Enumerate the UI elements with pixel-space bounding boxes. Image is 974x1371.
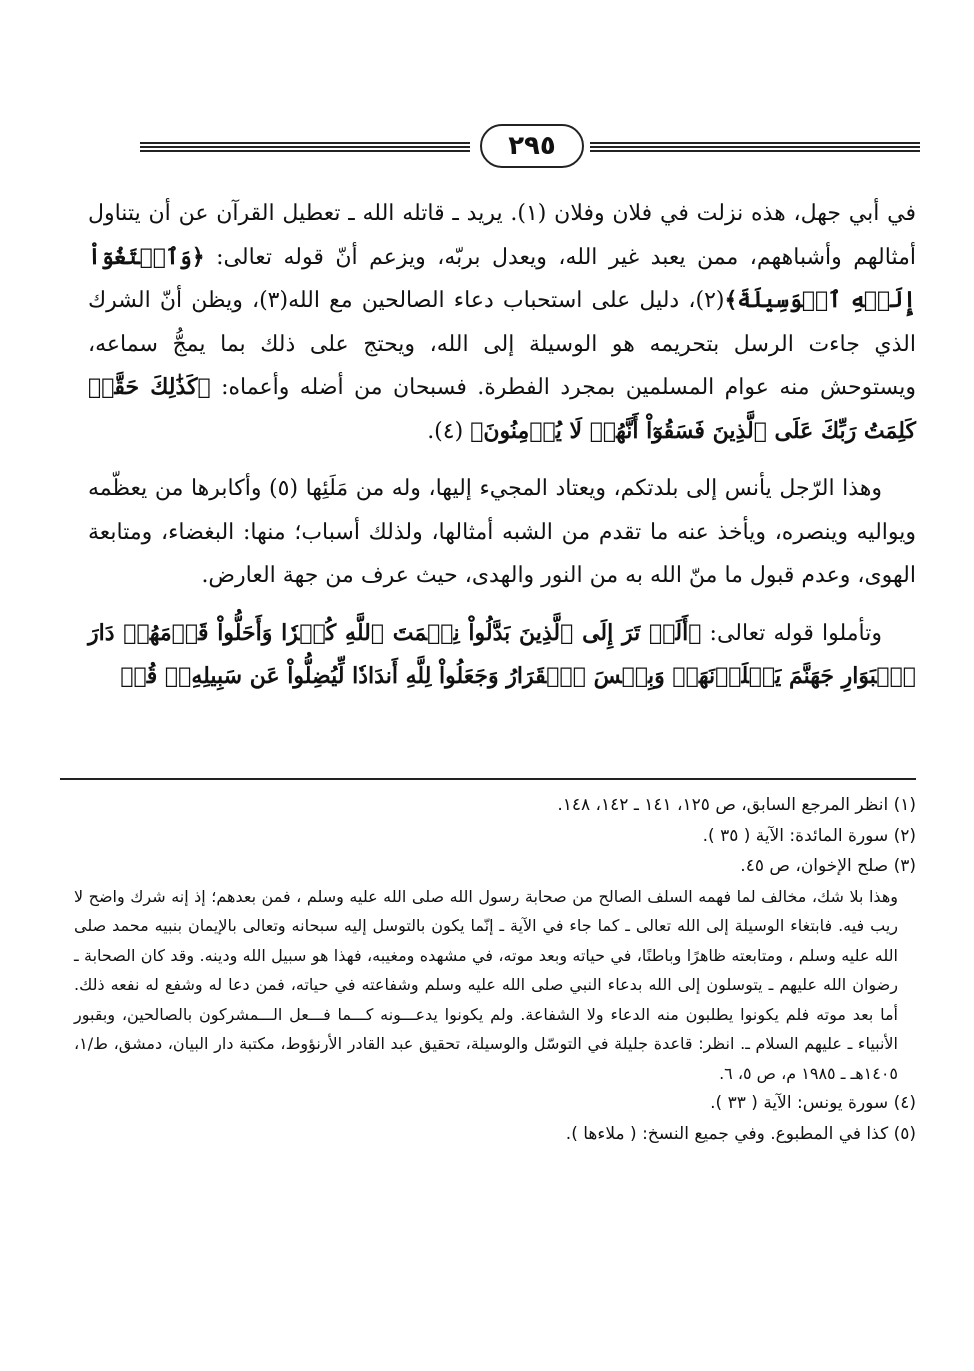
paragraph-1-text: في أبي جهل، هذه نزلت في فلان وفلان (١). يريد ـ قاتله الله ـ تعطيل القرآن عن أن يتناول أمثالهم وأشباههم، ممن يعبد غير الله، ويعدل بربّه، ويزعم أنّ قوله تعالى: [88, 201, 916, 270]
paragraph-1 [88, 192, 916, 453]
page-number: ٢٩٥ [480, 124, 584, 168]
paragraph-2: وهذا الرّجل يأنس إلى بلدتكم، ويعتاد المجيء إليها، وله من مَلَئِها (٥) وأكابرها من يعظّمه ويواليه وينصره، ويأخذ عنه ما تقدم من الشبه أمثالها، ولذلك أسباب؛ منها: البغضاء، ومتابعة الهوى، وعدم قبول ما منّ الله به من النور والهدى، حيث عرف من جهة العارض. [88, 476, 916, 588]
page-header [140, 118, 920, 178]
quran-verse-2-reference: (٤). [427, 418, 464, 444]
footnotes [74, 790, 916, 1149]
paragraph-1-continuation: (٢)، دليل على استحباب دعاء الصالحين مع الله(٣)، ويظن أنّ الشرك الذي جاءت الرسل بتحريمه هو الوسيلة إلى الله، ويحتج على ذلك بما يمجُّ سماعه، ويستوحش منه عوام المسلمين بمجرد الفطرة. فسبحان من أضله وأعماه: [88, 288, 916, 400]
footnote-2: (٢) سورة المائدة: الآية ( ٣٥ ). [702, 825, 916, 846]
quran-verse-3: ﴿أَلَمۡ تَرَ إِلَى ٱلَّذِينَ بَدَّلُواْ نِعۡمَتَ ٱللَّهِ كُفۡرٗا وَأَحَلُّواْ قَوۡمَهُمۡ دَارَ ٱلۡبَوَارِ جَهَنَّمَ يَصۡلَوۡنَهَاۖ وَبِئۡسَ ٱلۡقَرَارُ وَجَعَلُواْ لِلَّهِ أَندَادٗا لِّيُضِلُّواْ عَن سَبِيلِهِۦۗ قُلۡ [88, 619, 916, 689]
quran-verse-1: ﴿وَٱبۡتَغُوٓاْ إِلَيۡهِ ٱلۡوَسِيلَةَ﴾ [88, 243, 917, 313]
main-text [88, 192, 916, 699]
footnote-divider [60, 778, 916, 780]
footnote-3-commentary: وهذا بلا شك، مخالف لما فهمه السلف الصالح من صحابة رسول الله صلى الله عليه وسلم ، فمن بعدهم؛ إذ إنه شرك واضح لا ريب فيه. فابتغاء الوسيلة إلى الله تعالى ـ كما جاء في الآية ـ إنّما يكون بالتوسل إليه سبحانه وتعالى بالإيمان بنبيه محمد صلى الله عليه وسلم ، ومتابعته ظاهرًا وباطنًا، في حياته وبعد موته، في مشهده ومغيبه، فهذا هو سبيل الله ودينه. وقد كان الصحابة ـ رضوان الله عليهم ـ يتوسلون إلى الله بدعاء النبي صلى الله عليه وسلم وشفاعته في حياته، فمن دعا له وشفع له نفعه ذلك. أما بعد موته فلم يكونوا يطلبون منه الدعاء ولا الشفاعة. ولم يكونوا يدعـــونه كـــما فـــعل الـــمشركون بالصالحين، وبقبور الأنبياء ـ عليهم السلام ـ. انظر: قاعدة جليلة في التوسّل والوسيلة، تحقيق عبد القادر الأرنؤوط، مكتبة دار البيان، دمشق، ط/١، ١٤٠٥هـ ـ ١٩٨٥ م، ص ٥، ٦. [74, 886, 898, 1083]
footnote-3: (٣) صلح الإخوان، ص ٤٥. [740, 856, 916, 876]
header-rule-left [140, 142, 470, 156]
paragraph-3-intro: وتأملوا قوله تعالى: [709, 620, 882, 646]
footnote-5: (٥) كذا في المطبوع. وفي جميع النسخ: ( ملاءها ). [565, 1123, 916, 1144]
quran-verse-2: ﴿كَذَٰلِكَ حَقَّتۡ كَلِمَتُ رَبِّكَ عَلَى ٱلَّذِينَ فَسَقُوٓاْ أَنَّهُمۡ لَا يُؤۡمِنُونَ﴾ [88, 374, 916, 444]
paragraph-3 [88, 612, 916, 699]
header-rule-right [590, 142, 920, 156]
footnote-1: (١) انظر المرجع السابق، ص ١٢٥، ١٤١ ـ ١٤٢، ١٤٨. [557, 795, 916, 815]
footnote-4: (٤) سورة يونس: الآية ( ٣٣ ). [710, 1093, 916, 1113]
